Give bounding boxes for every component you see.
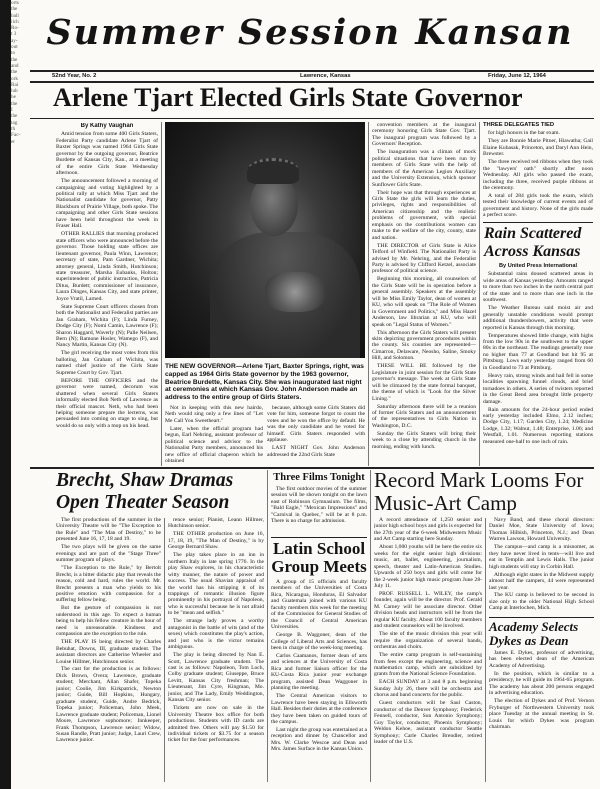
brecht-paragraph: "The Exception to the Rule," by Bertolt Brecht, is a bitter didactic play that reveals the reason, cold and hard, rules the world. Mr. Brecht presents a man who yields to his positive emotion with compassion for a suffering fellow being. <box>56 565 161 604</box>
brecht-column-1 <box>56 517 161 782</box>
latin-paragraph: Last night the group was entertained at a reception and dinner by Chancellor and Mrs. W. Clarke Wescoe and Dean and Mrs. James Surface in the Kansas Union. <box>271 726 367 753</box>
films-story <box>271 486 367 536</box>
volume-number: 52nd Year, No. 2 <box>52 73 97 79</box>
brecht-paragraph: Tickets are now on sale in the University Theatre box office for both productions. Students with ID cards are admitted free. Others will pay $1.50 for individual tickets or $3.75 for a season ticket for the four performances. <box>168 705 264 744</box>
latin-paragraph: The Central American visitors to Lawrence have been staying in Ellsworth Hall. Besides their duties at the conference they have been taken on guided tours of the campus. <box>271 693 367 726</box>
masthead-title: Summer Session Kansan <box>46 12 574 53</box>
record-paragraph: About 1,000 youths will be here the entire six weeks for the eight senior high divisions: music, art, ballet, engineering, journalism, speech, theater and Latin-American Studies. Upwards of 250 boys and girls will come for the 2-week junior high music program June 28-July 11. <box>374 544 482 590</box>
brecht-paragraph: THE OTHER production on June 16, 17, 18, 19, "The Man of Destiny," is by George Bernard Shaw. <box>168 531 264 551</box>
column-divider <box>164 518 165 782</box>
column-divider <box>485 518 486 782</box>
lead-paragraph: OTHER RALLIES that morning produced state officers who were announced before the governor. Those holding state offices are lieutenant governor, Paula Winn, Lawrence; secretary of state, Pam Gardner, Wichita; attorney general, Linda Smith, Hutchinson; state treasurer, Marsha Eubanks, Holton; superintendent of public instruction, Patricia Ditus, Burdett; commissioner of insurance, Laura Dinges, Kansas City, and state printer, Joyce Vratil, Larned. <box>56 231 158 302</box>
lead-paragraph: THE DIRECTOR of Girls State is Alice Telford of Winfield. The Nationalist Party is advised by Mr. Nehring, and the Federalist Party is advised by Clifford Ketzel, associate professor of political science. <box>372 242 476 275</box>
lead-paragraph: Later, when the official program had begun, Earl Nehring, assistant professor of political science and advisor to the Nationalist Party members, announced his new office of official chaperon which he obtained <box>165 425 263 465</box>
lead-story-column-2 <box>165 405 263 466</box>
lead-paragraph: Beginning this morning, all counselors of the Girls State will be in operation before a general assembly. Speakers at the assembly will be Miss Emily Taylor, dean of women at KU, who will speak on "The Role of Women in Government and Politics," and Miss Hazel Anderson, law librarian at KU, who will speak on "Legal Status of Women." <box>372 276 476 328</box>
lead-paragraph: Not in keeping with this new hairdo, Neth would sing only a few lines of "Let Me Call You Sweetheart." <box>165 405 263 424</box>
record-paragraph: Although eight states in the Midwest supply almost half the campers, 44 were represented last year. <box>489 571 594 591</box>
rain-paragraph: Heavy rain, strong winds and hail fell in some localities spawning funnel clouds, and brief tornadoes in others. A series of twisters reported in the Great Bend area brought little property damage. <box>483 372 593 405</box>
latin-story <box>271 579 367 782</box>
left-margin-snippet: orts the ball iich Ro- t 3 ay- out to the and the ork Rai lub he the I the tag th Fac- er <box>11 0 21 145</box>
lead-paragraph: The girl receiving the most votes from this balloting, Jan Graham of Wichita, was named chief justice of the Girls State Supreme Court by Gov. Tjart. <box>56 350 158 376</box>
record-column-1 <box>374 517 482 782</box>
bar-exam-story <box>483 122 593 220</box>
lead-paragraph: because, although some Girls Staters did vote for him, someone forgot to count the votes and he won the office by default. He was the only candidate and he voted for himself. Girls Staters responded with applause. <box>267 405 365 444</box>
story-separator <box>483 222 593 223</box>
photo-crown <box>247 158 299 184</box>
record-paragraph: The site of the music division this year will require the organization of several bands, orchestras and choirs. <box>374 631 482 651</box>
lead-paragraph: Sunday the Girls Staters will bring their week to a close by attending church in the morning, ending with lunch. <box>372 430 476 450</box>
lead-story-column-4 <box>372 122 476 466</box>
brecht-paragraph: The strange lady proves a worthy antagonist in the battle of wits (and of the sexes) which constitutes the play's action, and just who is the victor remains ambiguous. <box>168 618 264 651</box>
page-binding-edge <box>0 0 11 789</box>
record-paragraph: Guest conductors will be Saul Caston, conductor of the Denver Symphony; Frederick Fennell, conductor, Sun Antonio Symphony; Guy Taylor, conductor, Phoenix Symphony; Weldon Kehoe, assistant conductor Seattle Symphony; Carle Charles Brendler, retired leader of the U.S. <box>374 700 482 745</box>
rain-paragraph: Temperatures showed little change, with highs from the low 90s in the southwest to the upper 80s in the northeast. The readings generally rose no higher than 77 at Goodland but hit 95 at Pittsburg. Lows early yesterday ranged from 60 in Goodland to 73 at Pittsburg. <box>483 332 593 371</box>
record-paragraph: A record attendance of 1,250 senior and junior high school boys and girls is expected for the 27th year of the 6-week Midwestern Music and Art Camp starting here Sunday. <box>374 517 482 543</box>
photo-bouquet <box>265 272 325 312</box>
lead-paragraph: convention members at the inaugural ceremony honoring Girls State Gov. Tjart. The inaugural program was followed by a Governors' Reception. <box>372 122 476 148</box>
films-headline: Three Films Tonight <box>273 472 365 483</box>
column-divider <box>161 122 162 466</box>
dateline-location: Lawrence, Kansas <box>300 73 351 79</box>
bar-exam-lead-in: THREE DELEGATES TIED <box>483 122 555 128</box>
record-headline: Record Mark Looms For Music-Art Camp <box>374 468 584 515</box>
latin-paragraph: Carlos Caamanos, former dean of arts and sciences at the University of Costa Rica and former liaison officer for the KU-Costa Rica junior year exchange program, assisted Dean Waggoner in planning the meeting. <box>271 652 367 692</box>
lead-paragraph: The announcement followed a morning of campaigning and voting highlighted by a political rally at which Miss Tjart and the Nationalist candidate for governor, Patty Blackburn of Prairie Village, both spoke. The campaigning and other Girls State sessions have been held throughout the week in Fraser Hall. <box>56 178 158 230</box>
brecht-paragraph: The play takes place in an inn in northern Italy in late spring 1776. In the play Shaw explores, in his characteristic witty manner, the nature of power and success. The usual Shavian appraisal of the world has his stripping it of its trappings of romantic illusion figure prominently in his portrayal of Napoleon, who is successful because he is not afraid to be "mean and selfish." <box>168 552 264 617</box>
record-paragraph: Navy Band, and these choral directors: Daniel Moe, State University of Iowa; Thomas Hilbish, Princeton, N.J.; and Dean Warren Lawson, Howard University. <box>489 517 594 543</box>
lead-paragraph: Their hope was that through experiences at Girls State the girls will learn the duties, privileges, rights and responsibilities of American citizenship and the realistic problems of government, with special emphasis on the contributions women can make to the welfare of the city, county, state and nation. <box>372 189 476 241</box>
latin-headline: Latin School Group Meets <box>271 539 367 576</box>
masthead-rule-top <box>30 70 594 72</box>
lead-paragraph: BEFORE THE OFFICERS and the governor were named, decorum was shattered when several Girls Staters informally elected Bob Neth of Lawrence as their official mascot. Neth, who had been helping someone prepare the lecterns, was persuaded into coming on stage to sing, but would do so only with a mop on his head. <box>56 377 158 429</box>
lead-headline: Arlene Tjart Elected Girls State Governor <box>53 83 523 112</box>
bar-exam-paragraph: A total of 284 girls took the exam, which tested their knowledge of current events and of government and history. None of the girls made a perfect score. <box>483 193 593 219</box>
lead-byline: By Kathy Vaughan <box>80 123 134 129</box>
lead-headline-rule <box>30 118 594 119</box>
bar-exam-paragraph: The three received red ribbons when they took the "lawyers' oath" shortly after noon Wednesday. All girls who passed the exam, including the three, received purple ribbons at the ceremony. <box>483 159 593 192</box>
lead-paragraph: Amid tension from some 400 Girls Staters, Federalist Party candidate Arlene Tjart of Baxter Springs was named 1964 Girls State governor by the outgoing governor, Beatrice Burdette of Kansas City, Kan., at a meeting of the entire Girls State Wednesday afternoon. <box>56 131 158 177</box>
issue-date: Friday, June 12, 1964 <box>488 73 546 79</box>
rain-paragraph: The Weather Bureau said moist air and generally unstable conditions would prompt additional thundershowers, activity that were reported in Kansas through this morning. <box>483 305 593 331</box>
lead-story-column-3 <box>267 405 365 466</box>
brecht-paragraph: The first productions of the summer in the University Theatre will be "The Exception to the Rule" and "The Man of Destiny," to be presented June 16, 17, 18 and 19. <box>56 517 161 543</box>
lead-paragraph: THESE WILL BE followed by the Legislature in joint session for the Girls State governor's message. The week at Girls State will be climaxed by the state formal banquet, the theme of which is "Look for the Silver Lining." <box>372 363 476 402</box>
lead-paragraph: This afternoon the Girls Staters will present skits depicting government procedures within the county. Six counties are represented—Cimarron, Delaware, Neosho, Saline, Smoky Hill, and Solomon. <box>372 329 476 362</box>
governor-photo <box>165 122 365 358</box>
record-paragraph: EACH SUNDAY at 3 and 8 p.m. beginning Sunday July 26, there will be orchestra and chorus and band concerts for the public. <box>374 679 482 699</box>
academy-headline: Academy Selects Dykes as Dean <box>489 619 579 648</box>
academy-story <box>489 650 594 782</box>
rain-byline: By United Press International <box>498 263 578 269</box>
brecht-paragraph: The play is being directed by Nan E. Scott, Lawrence graduate student. The cast is as follows: Napoleon, Tom Loch, Colby graduate student; Giuseppe, Bruce Levitt, Kansas City freshman; The Lieutenant, Jim Cyre, Kingman, Mo. junior, and The Lady, Emily Weddington, Kansas City senior. <box>168 652 264 704</box>
rain-headline: Rain Scattered Across Kansas <box>484 225 582 260</box>
column-divider <box>267 470 268 782</box>
brecht-headline: Brecht, Shaw Dramas Open Theater Season <box>56 470 234 513</box>
lead-story-column-1 <box>56 123 158 466</box>
lead-paragraph: State Supreme Court officers chosen from both the Nationalist and Federalist parties are Jan Graham, Wichita (F); Linda Furney, Dodge City (F); Nomi Camin, Lawrence (F); Sharon Haggard, Waverly (N); Palle Neilsen, Bern (N); Ramone Hosler, Wamego (F), and Nancy Martin, Kansas City (N). <box>56 303 158 349</box>
latin-paragraph: George B. Waggoner, dean of the College of Liberal Arts and Sciences, has been in charge of the week-long meeting. <box>271 632 367 652</box>
academy-paragraph: In the position, which is similar to a presidency, he will guide its 1964-65 program. The academy has about 200 persons engaged in advertising education. <box>489 670 594 697</box>
brecht-paragraph: The two plays will be given on the same evenings and are part of the "Stage Three" summer program of plays. <box>56 544 161 564</box>
films-paragraph: The first outdoor movies of the summer session will be shown tonight on the lawn east of Robinson Gymnasium. The films, "Bald Eagle," "Mexican Impressions" and "Carnival in Quebec," will be at 8 p.m. There is no charge for admission. <box>271 486 367 525</box>
record-column-2 <box>489 517 594 615</box>
latin-paragraph: A group of 15 officials and faculty members of the Universities of Costa Rica, Nicaragua, Honduras, El Salvador and Guatemala joined with various KU faculty members this week for the meeting of the Commission for General Studies of the Council of Central American Universities. <box>271 579 367 631</box>
column-divider <box>370 470 371 782</box>
lead-paragraph: The inauguration was a climax of mock political situations that have been run by members of Girls State with the help of members of the American Legion Auxiliary and the University Extension, which sponsor Sunflower Girls State. <box>372 149 476 188</box>
rain-paragraph: Substantial rains doused scattered areas in wide areas of Kansas yesterday. Amounts ranged to more than two inches in the north central part of the state and to more than one inch in the southwest. <box>483 271 593 304</box>
bar-exam-paragraph: for high honors in the bar exam. <box>488 130 560 137</box>
brecht-column-2 <box>168 517 264 782</box>
column-divider <box>479 122 480 466</box>
rain-story <box>483 263 593 466</box>
brecht-paragraph: The cast for the production is as follows: Dick Brown, Overa; Lawrence, graduate student; Merchant, Allan Shafer, Topeka junior; Coolie, Jim Kirkpatrick, Newton junior; Guide, Bill Hopkins, Hungary, graduate student, Guide, Andre Bedrick, Topeka junior; Policeman, John Meek, Lawrence graduate student; Policeman, Lionel Moore, Lawrence sophomore; Innkeeper, Frank Thompson, Lawrence senior; Widow, Susan Randle, Pratt junior; Judge, Lauri Crew, Lawrence junior. <box>56 666 161 744</box>
brecht-paragraph: rence senior; Pianist, Leann Hillmer, Hutchinson senior. <box>168 517 264 530</box>
brecht-paragraph: THE PLAY IS being directed by Charles Bebuhat, Downs, III, graduate student. The assistant directors are Catherine Wheeler and Louise Hillmer, Hutchinson senior. <box>56 639 161 665</box>
rain-paragraph: Rain amounts for the 24-hour period ended early yesterday included Elmo, 2.12 inches; Dodge City, 1.17; Garden City, 1.24; Medicine Lodge, 1.32; Walnut, 1.48; Enterprise, 1.06; and Westfall, 1.01. Numerous reporting stations measured one-half to one inch of rain. <box>483 406 593 445</box>
record-paragraph: The KU camp is believed to be second in size only to the older National High School Camp at Interlochen, Mich. <box>489 592 594 612</box>
lead-paragraph: LAST NIGHT Gov. John Anderson addressed the 22nd Girls State <box>267 445 365 458</box>
academy-paragraph: James E. Dykes, professor of advertising, has been elected dean of the American Academy of Advertising. <box>489 650 594 669</box>
bar-exam-paragraph: They are Bonnie Marie Pitner, Hiawatha; Gail Elaine Kubasak, Princeton, and Daryl Ann Hein, Brewster. <box>483 138 593 158</box>
photo-caption: THE NEW GOVERNOR—Arlene Tjart, Baxter Springs, right, was capped as 1964 Girls State governor by the 1963 governor, Beatrice Burdette, Kansas City. She was inaugurated last night at ceremonies at which Kansas Gov. John Anderson made an address to the entire group of Girls Staters. <box>165 363 364 402</box>
story-separator <box>489 617 594 618</box>
record-paragraph: PROF. RUSSELL L. WILEY, the camp's founder, again will be the director. Prof. Gerald M. Carney will be associate director. Other division heads and instructors will be from the regular KU faculty. About 100 faculty members and student counselors will be involved. <box>374 590 482 630</box>
story-separator <box>271 537 367 538</box>
record-paragraph: The entire camp program is self-sustaining from fees except the engineering, science and mathematics camp, which are subsidized by grants from the National Science Foundation. <box>374 652 482 678</box>
academy-paragraph: The election of Dykes and of Prof. Vernon Fryburger of Northwestern University took place Tuesday at the annual meeting in St. Louis for which Dykes was program chairman. <box>489 698 594 730</box>
brecht-paragraph: But the gesture of compassion is not understood in this age. To expect a human being to help his fellow creature in the hour of need is unreasonable. Kindness and compassion are the exception to the rule. <box>56 605 161 638</box>
column-divider <box>368 122 369 466</box>
record-paragraph: The campus—and camp is a misnomer, as they have never lived in tents—will live and eat in Templin and Lewis Halls. The junior high students will stay in Corbin Hall. <box>489 544 594 570</box>
lead-paragraph: Saturday afternoon there will be a reunion of former Girls Staters and an announcement of the representatives to Girls Nation in Washington, D.C. <box>372 403 476 429</box>
